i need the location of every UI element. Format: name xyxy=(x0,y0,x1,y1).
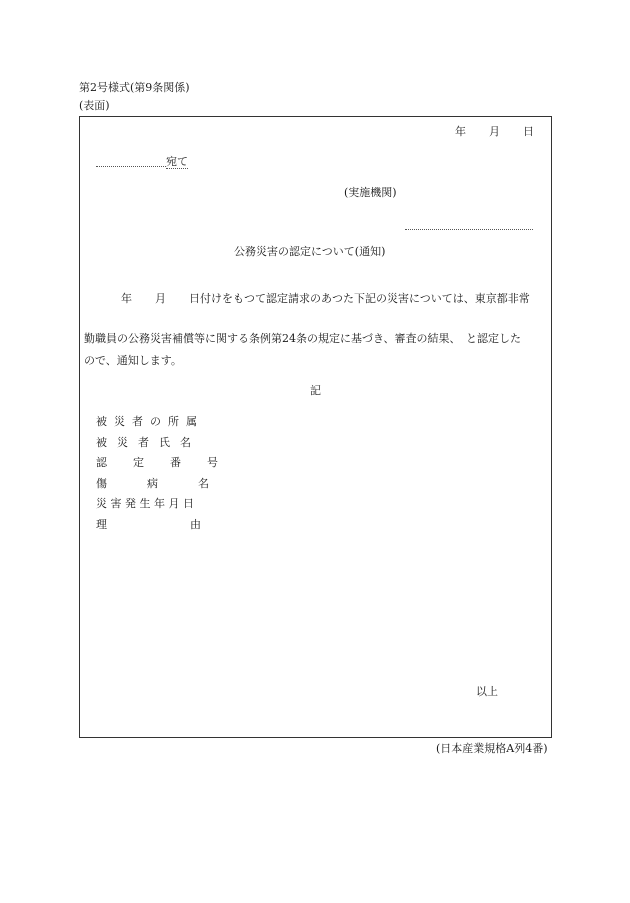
item-injury-label: 傷病名 xyxy=(96,477,249,490)
body-year: 年 xyxy=(121,292,132,305)
body-line-2: 勤職員の公務災害補償等に関する条例第24条の規定に基づき、審査の結果、 と認定した xyxy=(84,332,522,345)
item-affiliation-label xyxy=(96,415,204,428)
addressee-blank xyxy=(96,166,166,167)
date-year: 年 xyxy=(455,125,466,138)
closing-text: 以上 xyxy=(476,685,498,698)
item-date-label: 災害発生年月日 xyxy=(96,497,198,510)
issuer-label: (実施機関) xyxy=(344,186,397,199)
date-month: 月 xyxy=(489,125,500,138)
ki-heading: 記 xyxy=(310,384,321,397)
item-label-text: 被災者の所属 xyxy=(96,415,204,428)
side-label: (表面) xyxy=(79,99,110,112)
item-name-label: 被災者氏名 xyxy=(96,436,201,449)
item-reason-label: 理由 xyxy=(96,518,284,531)
date-day: 日 xyxy=(523,125,534,138)
body-line-3: ので、通知します。 xyxy=(84,354,182,367)
subject-title: 公務災害の認定について(通知) xyxy=(234,245,386,258)
paper-size-note: (日本産業規格A列4番) xyxy=(436,742,548,755)
body-month: 月 xyxy=(155,292,166,305)
body-line-1: 日付けをもつて認定請求のあつた下記の災害については、東京都非常 xyxy=(189,292,530,305)
form-number-title: 第2号様式(第9条関係) xyxy=(79,81,190,94)
issuer-signature-blank xyxy=(405,229,533,230)
addressee-suffix: 宛て xyxy=(166,155,188,168)
item-cert-number-label: 認定番号 xyxy=(96,456,244,469)
